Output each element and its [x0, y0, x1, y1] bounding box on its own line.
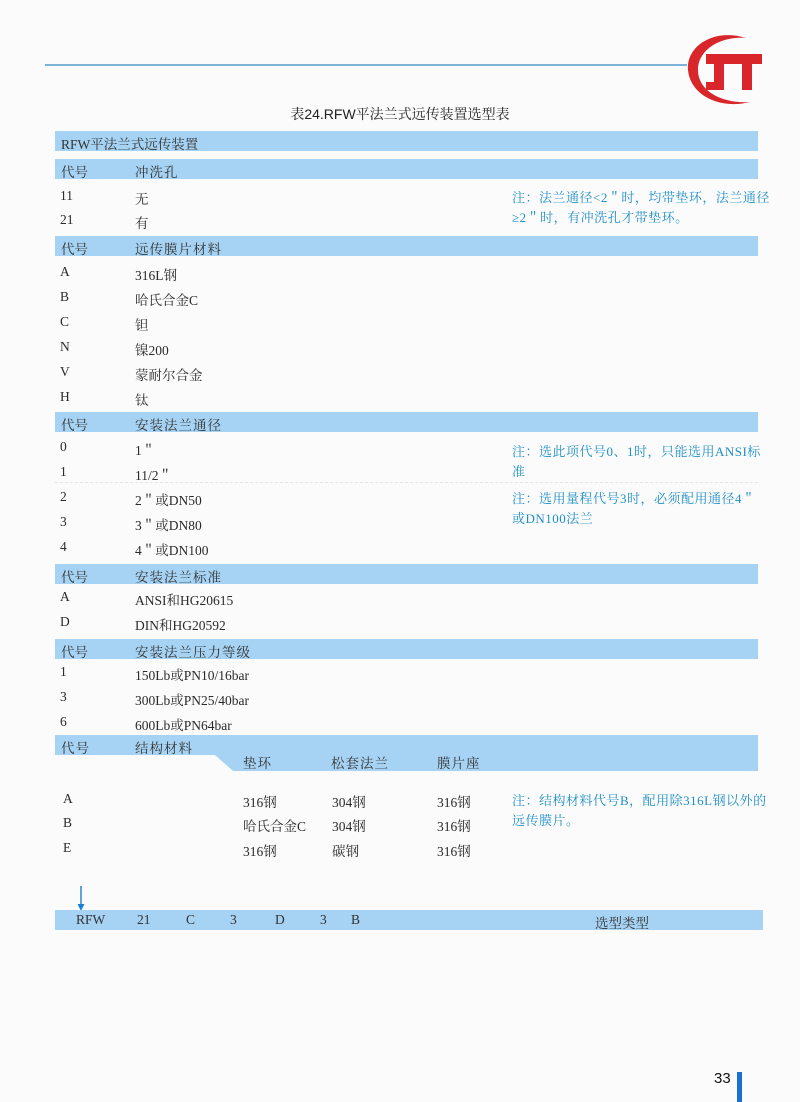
column-header-loose-flange: 松套法兰: [331, 756, 389, 771]
order-example-label: 选型类型: [595, 916, 649, 931]
table-row: [55, 689, 495, 711]
cell-diaphragm-seat: 316钢: [437, 844, 471, 859]
section-header-diaphragm-material: [55, 236, 758, 256]
cell-gasket: 哈氏合金C: [243, 819, 307, 834]
table-row: [55, 840, 495, 862]
order-code-flush-hole: 21: [137, 912, 151, 927]
row-code: A: [60, 589, 70, 604]
table-row: [55, 664, 495, 686]
note-ansi-only: 注：选此项代号0、1时，只能选用ANSI标准: [512, 444, 761, 479]
row-value: 4＂或DN100: [135, 543, 209, 558]
row-value: ANSI和HG20615: [135, 593, 234, 608]
row-value: 无: [135, 192, 149, 207]
row-value: 镍200: [135, 343, 169, 358]
table-row: [55, 614, 495, 636]
row-code: 2: [60, 489, 67, 504]
row-value: 3＂或DN80: [135, 518, 202, 533]
row-divider: [55, 482, 758, 483]
row-code: D: [60, 614, 70, 629]
row-code: 1: [60, 464, 67, 479]
table-row: [55, 188, 495, 210]
arrow-down-icon: [76, 886, 86, 912]
row-code: 6: [60, 714, 67, 729]
row-code: 21: [60, 212, 74, 227]
row-value: 钛: [135, 393, 149, 408]
row-value: 2＂或DN50: [135, 493, 202, 508]
table-row: [55, 289, 495, 311]
order-example-bar: [55, 910, 763, 930]
row-code: 3: [60, 514, 67, 529]
row-value: 哈氏合金C: [135, 293, 199, 308]
note-flush-hole: 注：法兰通径<2＂时，均带垫环，法兰通径≥2＂时，有冲洗孔才带垫环。: [512, 190, 770, 225]
code-label: 代号: [61, 165, 88, 180]
page-number: 33: [714, 1070, 731, 1087]
row-value: DIN和HG20592: [135, 618, 226, 633]
table-row: [55, 439, 495, 461]
cell-diaphragm-seat: 316钢: [437, 819, 471, 834]
table-row: [55, 339, 495, 361]
table-row: [55, 314, 495, 336]
cell-loose-flange: 304钢: [332, 819, 366, 834]
cell-diaphragm-seat: 316钢: [437, 795, 471, 810]
table-row: [55, 589, 495, 611]
row-code: V: [60, 364, 70, 379]
row-code: A: [63, 791, 73, 806]
section-name: 冲洗孔: [135, 165, 179, 180]
section-name: 远传膜片材料: [135, 242, 222, 257]
row-value: 蒙耐尔合金: [135, 368, 203, 383]
table-row: [55, 791, 495, 813]
note-structure-material: 注：结构材料代号B，配用除316L钢以外的远传膜片。: [512, 793, 767, 828]
table-row: [55, 389, 495, 411]
section-header-flange-standard: [55, 564, 758, 584]
section-name: 安装法兰标准: [135, 570, 222, 585]
code-label: 代号: [61, 242, 88, 257]
table-row: [55, 539, 495, 561]
row-code: N: [60, 339, 70, 354]
row-value: 11/2＂: [135, 468, 172, 483]
section-name: 结构材料: [135, 741, 193, 756]
cell-gasket: 316钢: [243, 795, 277, 810]
table-row: [55, 364, 495, 386]
table-row: [55, 514, 495, 536]
main-header-bar: [55, 131, 758, 151]
row-code: 4: [60, 539, 67, 554]
code-label: 代号: [61, 645, 88, 660]
section-header-pressure-class: [55, 639, 758, 659]
section-name: 安装法兰通径: [135, 418, 222, 433]
row-value: 钽: [135, 318, 149, 333]
main-header-label: RFW平法兰式远传装置: [61, 137, 199, 152]
row-code: B: [60, 289, 70, 304]
note-range-code-3: 注：选用量程代号3时，必须配用通径4＂或DN100法兰: [512, 491, 756, 526]
row-code: H: [60, 389, 70, 404]
code-label: 代号: [61, 741, 90, 756]
row-value: 150Lb或PN10/16bar: [135, 668, 249, 683]
order-code-pressure: 3: [320, 912, 327, 927]
table-row: [55, 212, 495, 234]
cell-loose-flange: 碳钢: [332, 844, 359, 859]
page-marker: [737, 1072, 742, 1102]
row-code: E: [63, 840, 72, 855]
section-header-flange-diameter: [55, 412, 758, 432]
row-code: 11: [60, 188, 73, 203]
jt-logo-icon: [684, 32, 766, 108]
row-code: C: [60, 314, 70, 329]
row-code: 3: [60, 689, 67, 704]
table-row: [55, 264, 495, 286]
header-rule: [45, 64, 687, 66]
table-row: [55, 815, 495, 837]
section-name: 安装法兰压力等级: [135, 645, 251, 660]
row-code: 1: [60, 664, 67, 679]
column-header-diaphragm-seat: 膜片座: [437, 756, 481, 771]
section-header-flush-hole: [55, 159, 758, 179]
row-value: 有: [135, 216, 149, 231]
order-code-diameter: 3: [230, 912, 237, 927]
order-code-standard: D: [275, 912, 285, 927]
row-code: A: [60, 264, 70, 279]
table-row: [55, 714, 495, 736]
order-code-structure: B: [351, 912, 361, 927]
cell-gasket: 316钢: [243, 844, 277, 859]
code-label: 代号: [61, 570, 88, 585]
row-value: 300Lb或PN25/40bar: [135, 693, 249, 708]
row-value: 600Lb或PN64bar: [135, 718, 232, 733]
row-code: 0: [60, 439, 67, 454]
row-value: 1＂: [135, 443, 156, 458]
order-code-model: RFW: [76, 912, 106, 927]
row-value: 316L钢: [135, 268, 177, 283]
page-title: 表24.RFW平法兰式远传装置选型表: [290, 106, 510, 122]
code-label: 代号: [61, 418, 88, 433]
section-header-structure-material: [55, 735, 758, 771]
row-code: B: [63, 815, 73, 830]
table-row: [55, 489, 495, 511]
cell-loose-flange: 304钢: [332, 795, 366, 810]
order-code-diaphragm: C: [186, 912, 196, 927]
column-header-gasket: 垫环: [243, 756, 272, 771]
